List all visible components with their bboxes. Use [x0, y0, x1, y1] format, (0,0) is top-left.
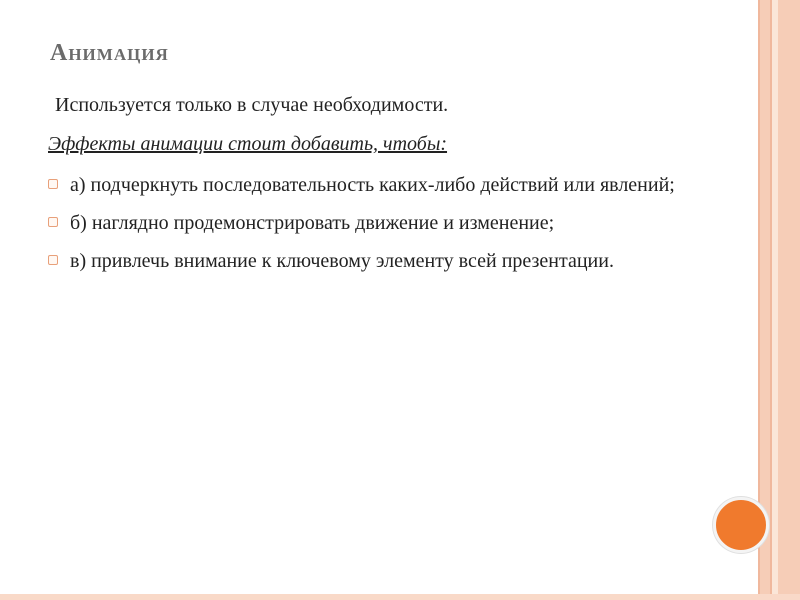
bullet-text: а) подчеркнуть последовательность каких-либо действий или явлений;	[70, 174, 675, 196]
list-item	[48, 246, 698, 276]
bullet-icon	[48, 255, 58, 265]
bullet-icon	[48, 217, 58, 227]
intro-text: Используется только в случае необходимости.	[55, 94, 449, 116]
bullet-icon	[48, 179, 58, 189]
list-item	[48, 208, 698, 238]
bullet-text: в) привлечь внимание к ключевому элементу всей презентации.	[70, 250, 614, 272]
lead-text: Эффекты анимации стоит добавить, чтобы:	[48, 133, 448, 155]
decorative-stripe	[760, 0, 800, 600]
bullet-list	[48, 170, 698, 284]
bottom-band	[0, 594, 800, 600]
accent-circle-icon	[713, 497, 769, 553]
list-item	[48, 170, 698, 200]
slide-title: Анимация	[50, 40, 169, 66]
bullet-text: б) наглядно продемонстрировать движение и изменение;	[70, 212, 555, 234]
decorative-line	[770, 0, 772, 600]
decorative-stripe-inner	[772, 0, 778, 600]
